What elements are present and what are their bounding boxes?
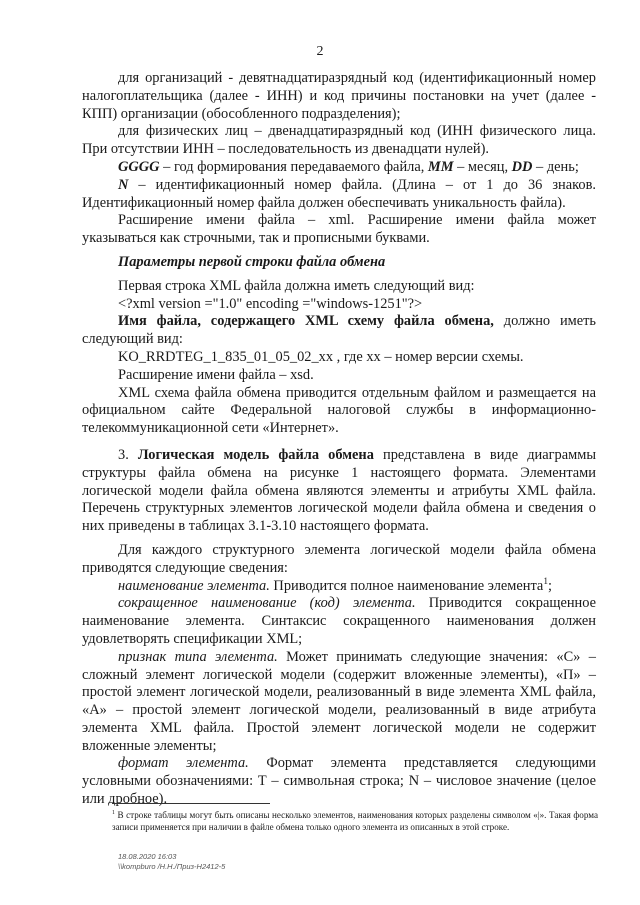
paragraph-schema-name: [82, 313, 596, 349]
paragraph-element-type: [82, 649, 596, 756]
stamp-path: \\kompburo /Н.Н./Приз-Н2412-5: [118, 862, 226, 871]
paragraph-first-line: Первая строка XML файла должна иметь следующий вид:: [118, 277, 475, 294]
schema-file-name: KO_RRDTEG_1_835_01_05_02_xx , где хх – номер версии схемы.: [118, 348, 524, 365]
footnote-ref: 1: [543, 576, 548, 587]
term-element-type: признак типа элемента.: [118, 648, 278, 665]
footnote-separator: [112, 803, 270, 804]
text-fragment: представлена в виде диаграммы структуры файла обмена на рисунке 1 настоящего формата. Элементами логической модели файла обмена являются элементы и атрибуты XML файла. Перечень структурных элементов логической модели файла обмена и сведения о них приведены в таблицах 3.1-3.10 настоящего формата.: [82, 446, 596, 535]
paragraph-date-codes: [82, 159, 596, 177]
logical-model-heading: Логическая модель файла обмена: [137, 446, 374, 463]
code-mm: MM: [427, 158, 454, 175]
text-fragment: должно иметь следующий вид:: [82, 313, 596, 348]
page-number: 2: [316, 44, 324, 59]
text-fragment: Формат элемента представляется следующими условными обозначениями: Т – символьная строка; N – числовое значение (целое или дробное).: [82, 755, 596, 808]
footnote: [112, 809, 598, 833]
section-heading-first-line: Параметры первой строки файла обмена: [118, 253, 386, 270]
term-element-format: формат элемента.: [118, 755, 249, 772]
document-body: [82, 70, 596, 809]
footnote-marker: 1: [112, 809, 115, 816]
text-fragment: – идентификационный номер файла. (Длина – от 1 до 36 знаков. Идентификационный номер файла должен обеспечивать уникальность файла).: [82, 176, 596, 211]
footnote-text: В строке таблицы могут быть описаны несколько элементов, наименования которых разделены символом «|». Такая форма записи применяется при наличии в файле обмена только одного элемента из описанных в этой строке.: [112, 810, 598, 832]
paragraph-schema-publication: XML схема файла обмена приводится отдельным файлом и размещается на официальном сайте Федеральной налоговой службы в информационно-телекоммуникационной сети «Интернет».: [82, 384, 596, 437]
schema-name-label: Имя файла, содержащего XML схему файла обмена,: [118, 313, 494, 330]
paragraph-short-name: [82, 595, 596, 648]
paragraph-file-id: [82, 177, 596, 213]
text-fragment: – день;: [532, 158, 579, 175]
text-fragment: Может принимать следующие значения: «С» – сложный элемент логической модели (содержит вложенные элементы), «П» – простой элемент логической модели, реализованный в виде элемента XML файла, «А» – простой элемент логической модели, реализованный в виде атрибута элемента XML файла. Простой элемент логической модели не содержит вложенные элементы;: [82, 648, 596, 754]
code-dd: DD: [511, 158, 533, 175]
print-stamp: [118, 852, 225, 872]
term-element-name: наименование элемента.: [118, 577, 270, 594]
code-n: N: [118, 176, 129, 193]
paragraph-element-name: [82, 578, 596, 596]
text-fragment: Приводится полное наименование элемента: [269, 577, 544, 594]
paragraph-element-format: [82, 755, 596, 808]
paragraph-logical-model: [82, 447, 596, 536]
text-fragment: 3.: [118, 446, 138, 463]
term-short-name: сокращенное наименование (код) элемента.: [118, 595, 416, 612]
paragraph-individuals: для физических лиц – двенадцатиразрядный код (ИНН физического лица. При отсутствии ИНН – последовательность из двенадцати нулей).: [82, 123, 596, 158]
paragraph-element-info: Для каждого структурного элемента логической модели файла обмена приводятся следующие сведения:: [82, 541, 596, 576]
code-gggg: GGGG: [118, 158, 160, 175]
stamp-date: 18.08.2020 16:03: [118, 852, 177, 861]
text-fragment: Приводится сокращенное наименование элемента. Синтаксис сокращенного наименования должен удовлетворять спецификации XML;: [82, 595, 596, 647]
text-fragment: – месяц,: [453, 158, 512, 175]
text-fragment: ;: [548, 577, 552, 594]
paragraph-organizations: для организаций - девятнадцатиразрядный код (идентификационный номер налогоплательщика (далее - ИНН) и код причины постановки на учет (далее - КПП) организации (обособленного подразделения);: [82, 70, 596, 122]
xml-declaration: <?xml version ="1.0" encoding ="windows-1251"?>: [118, 295, 423, 312]
text-fragment: – год формирования передаваемого файла,: [159, 158, 428, 175]
paragraph-extension: Расширение имени файла – xml. Расширение имени файла может указываться как строчными, так и прописными буквами.: [82, 212, 596, 247]
paragraph-xsd: Расширение имени файла – xsd.: [118, 366, 314, 383]
